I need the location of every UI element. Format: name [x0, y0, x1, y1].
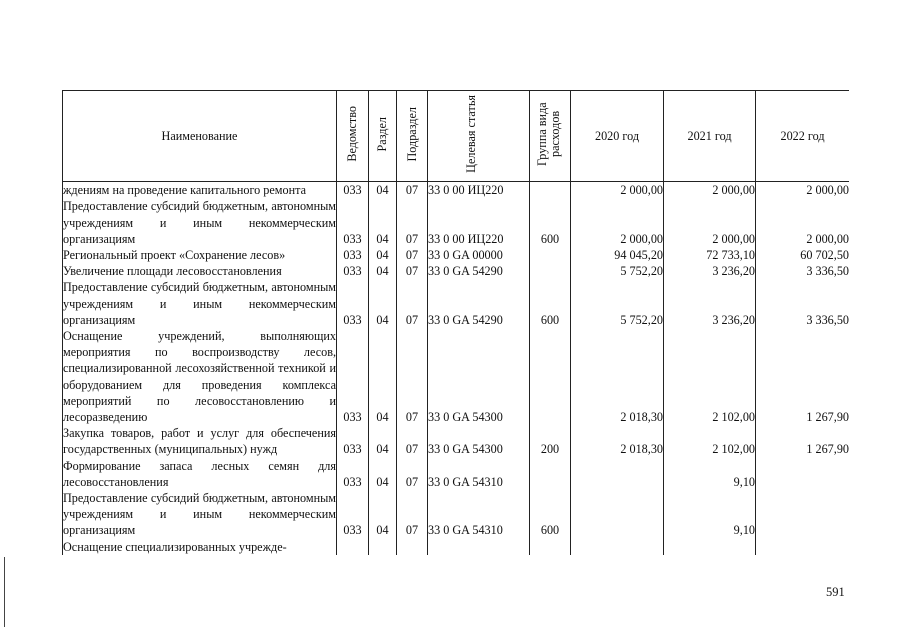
row-value-2022: 1 267,90 — [756, 328, 850, 425]
row-tselevaya-statya: 33 0 GA 54300 — [428, 425, 530, 457]
row-vedomstvo: 033 — [337, 490, 369, 539]
row-razdel: 04 — [369, 279, 397, 328]
row-tselevaya-statya: 33 0 GA 54310 — [428, 458, 530, 490]
row-value-2020: 2 018,30 — [571, 328, 664, 425]
header-podrazdel: Подраздел — [397, 91, 428, 182]
row-name: Оснащение учреждений, выполняющих мероприятия по воспроизводству лесов, специализированной лесохозяйственной техникой и оборудованием для проведения комплекса мероприятий по лесовосстановлению и лесоразведению — [63, 329, 336, 425]
row-value-2021: 72 733,10 — [664, 247, 756, 263]
row-value-2022 — [756, 458, 850, 490]
row-razdel: 04 — [369, 328, 397, 425]
table-row — [63, 263, 850, 279]
row-tselevaya-statya: 33 0 GA 54290 — [428, 263, 530, 279]
table-header-row — [63, 91, 850, 182]
row-value-2022: 60 702,50 — [756, 247, 850, 263]
row-razdel: 04 — [369, 247, 397, 263]
row-podrazdel — [397, 539, 428, 555]
row-gruppa: 600 — [530, 490, 571, 539]
table-row — [63, 182, 850, 199]
row-podrazdel: 07 — [397, 182, 428, 199]
header-vedomstvo: Ведомство — [337, 91, 369, 182]
row-value-2020: 2 000,00 — [571, 182, 664, 199]
row-name: ждениям на проведение капитального ремонта — [63, 182, 337, 199]
table-row — [63, 490, 850, 539]
row-value-2020 — [571, 458, 664, 490]
row-value-2022: 3 336,50 — [756, 279, 850, 328]
row-value-2022: 1 267,90 — [756, 425, 850, 457]
row-tselevaya-statya — [428, 539, 530, 555]
row-gruppa — [530, 539, 571, 555]
row-razdel: 04 — [369, 490, 397, 539]
row-razdel — [369, 539, 397, 555]
table-body — [63, 182, 850, 555]
row-value-2022 — [756, 490, 850, 539]
row-tselevaya-statya: 33 0 GA 54290 — [428, 279, 530, 328]
table-row — [63, 279, 850, 328]
row-tselevaya-statya: 33 0 GA 54310 — [428, 490, 530, 539]
row-podrazdel: 07 — [397, 425, 428, 457]
row-value-2022: 2 000,00 — [756, 198, 850, 247]
row-tselevaya-statya: 33 0 GA 00000 — [428, 247, 530, 263]
row-podrazdel: 07 — [397, 458, 428, 490]
row-gruppa — [530, 247, 571, 263]
row-vedomstvo: 033 — [337, 279, 369, 328]
row-value-2021: 2 102,00 — [664, 328, 756, 425]
table-row — [63, 458, 850, 490]
row-podrazdel: 07 — [397, 263, 428, 279]
row-vedomstvo: 033 — [337, 458, 369, 490]
margin-line — [4, 557, 5, 627]
row-value-2021: 9,10 — [664, 458, 756, 490]
row-value-2021: 3 236,20 — [664, 263, 756, 279]
row-value-2021: 2 102,00 — [664, 425, 756, 457]
row-name: Оснащение специализированных учрежде- — [63, 539, 337, 555]
row-value-2020: 2 018,30 — [571, 425, 664, 457]
table-row — [63, 539, 850, 555]
row-value-2020: 2 000,00 — [571, 198, 664, 247]
row-vedomstvo — [337, 539, 369, 555]
document-sheet — [62, 90, 849, 577]
row-vedomstvo: 033 — [337, 263, 369, 279]
header-razdel: Раздел — [369, 91, 397, 182]
row-gruppa — [530, 182, 571, 199]
row-razdel: 04 — [369, 182, 397, 199]
row-name: Закупка товаров, работ и услуг для обеспечения государственных (муниципальных) нужд — [63, 426, 336, 457]
page-number: 591 — [826, 585, 845, 599]
row-name: Предоставление субсидий бюджетным, автономным учреждениям и иным некоммерческим организациям — [63, 199, 336, 246]
row-vedomstvo: 033 — [337, 425, 369, 457]
table-row — [63, 247, 850, 263]
row-value-2022: 2 000,00 — [756, 182, 850, 199]
row-gruppa — [530, 263, 571, 279]
row-podrazdel: 07 — [397, 198, 428, 247]
row-gruppa: 600 — [530, 279, 571, 328]
row-name: Предоставление субсидий бюджетным, автономным учреждениям и иным некоммерческим организациям — [63, 491, 336, 538]
row-vedomstvo: 033 — [337, 328, 369, 425]
row-value-2021 — [664, 539, 756, 555]
row-gruppa: 600 — [530, 198, 571, 247]
header-2021: 2021 год — [664, 91, 756, 182]
row-razdel: 04 — [369, 198, 397, 247]
row-razdel: 04 — [369, 263, 397, 279]
row-tselevaya-statya: 33 0 GA 54300 — [428, 328, 530, 425]
row-value-2022: 3 336,50 — [756, 263, 850, 279]
row-vedomstvo: 033 — [337, 182, 369, 199]
row-name: Региональный проект «Сохранение лесов» — [63, 247, 337, 263]
row-value-2021: 2 000,00 — [664, 182, 756, 199]
row-vedomstvo: 033 — [337, 247, 369, 263]
header-gruppa-vida-rashodov: Группа вида расходов — [530, 91, 571, 182]
row-podrazdel: 07 — [397, 279, 428, 328]
row-name: Увеличение площади лесовосстановления — [63, 263, 337, 279]
row-gruppa — [530, 328, 571, 425]
row-value-2021: 3 236,20 — [664, 279, 756, 328]
header-name: Наименование — [63, 91, 337, 182]
row-razdel: 04 — [369, 458, 397, 490]
row-podrazdel: 07 — [397, 490, 428, 539]
row-razdel: 04 — [369, 425, 397, 457]
row-value-2021: 9,10 — [664, 490, 756, 539]
row-vedomstvo: 033 — [337, 198, 369, 247]
row-tselevaya-statya: 33 0 00 ИЦ220 — [428, 198, 530, 247]
row-value-2020: 5 752,20 — [571, 263, 664, 279]
row-name: Формирование запаса лесных семян для лесовосстановления — [63, 458, 336, 489]
row-podrazdel: 07 — [397, 247, 428, 263]
table-row — [63, 425, 850, 457]
row-tselevaya-statya: 33 0 00 ИЦ220 — [428, 182, 530, 199]
table-row — [63, 198, 850, 247]
row-value-2022 — [756, 539, 850, 555]
row-podrazdel: 07 — [397, 328, 428, 425]
row-gruppa: 200 — [530, 425, 571, 457]
row-name: Предоставление субсидий бюджетным, автономным учреждениям и иным некоммерческим организациям — [63, 280, 336, 327]
row-value-2021: 2 000,00 — [664, 198, 756, 247]
row-value-2020: 5 752,20 — [571, 279, 664, 328]
row-gruppa — [530, 458, 571, 490]
row-value-2020: 94 045,20 — [571, 247, 664, 263]
row-value-2020 — [571, 539, 664, 555]
header-2022: 2022 год — [756, 91, 850, 182]
row-value-2020 — [571, 490, 664, 539]
table-row — [63, 328, 850, 425]
budget-table — [62, 90, 849, 555]
header-tselevaya-statya: Целевая статья — [428, 91, 530, 182]
header-2020: 2020 год — [571, 91, 664, 182]
